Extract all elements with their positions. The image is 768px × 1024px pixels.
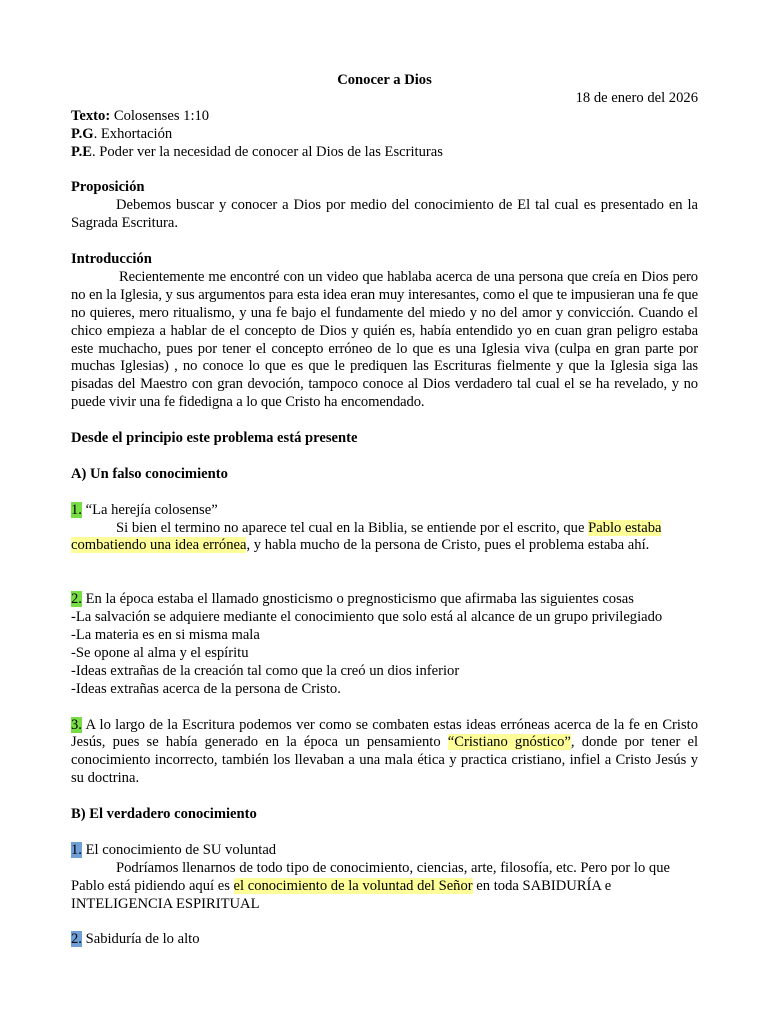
list-item: -La salvación se adquiere mediante el conocimiento que solo está al alcance de un grupo privilegiado [71, 609, 663, 626]
proposicion-body: Debemos buscar y conocer a Dios por medio del conocimiento de El tal cual es presentado en la Sagrada Escritura. [71, 197, 698, 232]
section-a-heading: A) Un falso conocimiento [71, 465, 228, 482]
section-a-item3: 3. A lo largo de la Escritura podemos ver como se combaten estas ideas erróneas acerca de la fe en Cristo Jesús, pues se había generado en la época un pensamiento “Cristiano gnóstico”, donde por tener el conocimiento incorrecto, también los llevaban a una mala ética y practica cristiano, infiel a Cristo Jesús y su doctrina. [71, 716, 698, 787]
section-b-heading: B) El verdadero conocimiento [71, 806, 257, 823]
item-number-badge: 2. [71, 591, 82, 608]
list-item: -La materia es en si misma mala [71, 627, 260, 643]
section-b-item2-title: 2. Sabiduría de lo alto [71, 931, 200, 948]
introduccion-body: Recientemente me encontré con un video que hablaba acerca de una persona que creía en Dios pero no en la Iglesia, y sus argumentos para esta idea eran muy interesantes, como el que te impusieran una fe que no quieres, mero ritualismo, y una fe bajo el fundamente del miedo y no del amor y convicción. Cuando el chico empieza a hablar de el concepto de Dios y quién es, había entendido yo en cuan gran peligro estaba este muchacho, pues por tener el concepto erróneo de lo que es una Iglesia viva (culpa en gran parte por muchas Iglesias) , no conoce lo que es que le prediquen las Escrituras fielmente y que la Iglesia siga las pisadas del Maestro con gran devoción, tampoco conoce al Dios verdadero tal cual el se ha revelado, y no puede vivir una fe fidedigna a lo que Cristo ha encomendado. [71, 268, 698, 411]
texto-value: Colosenses 1:10 [113, 107, 210, 124]
highlighted-text: Pablo estaba combatiendo una idea errónea [71, 519, 662, 554]
pe-value: . Poder ver la necesidad de conocer al Dios de las Escrituras [91, 143, 443, 160]
texto-line [71, 108, 698, 126]
item-number-badge: 1. [71, 501, 82, 518]
section-a-item1-title: 1. “La herejía colosense” [71, 501, 218, 518]
main-section-heading: Desde el principio este problema está presente [71, 430, 358, 447]
list-item: -Ideas extrañas acerca de la persona de Cristo. [71, 680, 341, 697]
item-number-badge: 3. [71, 716, 82, 733]
section-b-item1-title: 1. El conocimiento de SU voluntad [71, 841, 277, 858]
list-item: -Se opone al alma y el espíritu [71, 644, 249, 661]
section-a-item1-body: Si bien el termino no aparece tel cual en la Biblia, se entiende por el escrito, que Pablo estaba combatiendo una idea errónea, y habla mucho de la persona de Cristo, pues el problema estaba ahí. [71, 519, 662, 554]
item-number-badge: 2. [71, 931, 82, 948]
texto-label: Texto: [71, 107, 111, 124]
document-body [71, 72, 698, 949]
pe-label: P.E [71, 143, 92, 160]
proposicion-heading: Proposición [71, 179, 145, 196]
highlighted-text: el conocimiento de la voluntad del Señor [233, 877, 473, 894]
pe-line [71, 144, 698, 162]
introduccion-heading: Introducción [71, 251, 152, 268]
section-a-item2-title: 2. En la época estaba el llamado gnosticismo o pregnosticismo que afirmaba las siguientes cosas [71, 591, 634, 608]
document-title: Conocer a Dios [337, 72, 432, 88]
pg-label: P.G [71, 125, 94, 142]
list-item: -Ideas extrañas de la creación tal como que la creó un dios inferior [71, 662, 460, 679]
document-date: 18 de enero del 2026 [575, 89, 698, 106]
pg-value: . Exhortación [93, 125, 173, 142]
section-b-item1-body: Podríamos llenarnos de todo tipo de conocimiento, ciencias, arte, filosofía, etc. Pero por lo que Pablo está pidiendo aquí es el conocimiento de la voluntad del Señor en toda SABIDURÍA e INTELIGENCIA ESPIRITUAL [71, 859, 671, 912]
item-number-badge: 1. [71, 841, 82, 858]
highlighted-text: “Cristiano gnóstico” [447, 734, 571, 751]
pg-line [71, 126, 698, 144]
